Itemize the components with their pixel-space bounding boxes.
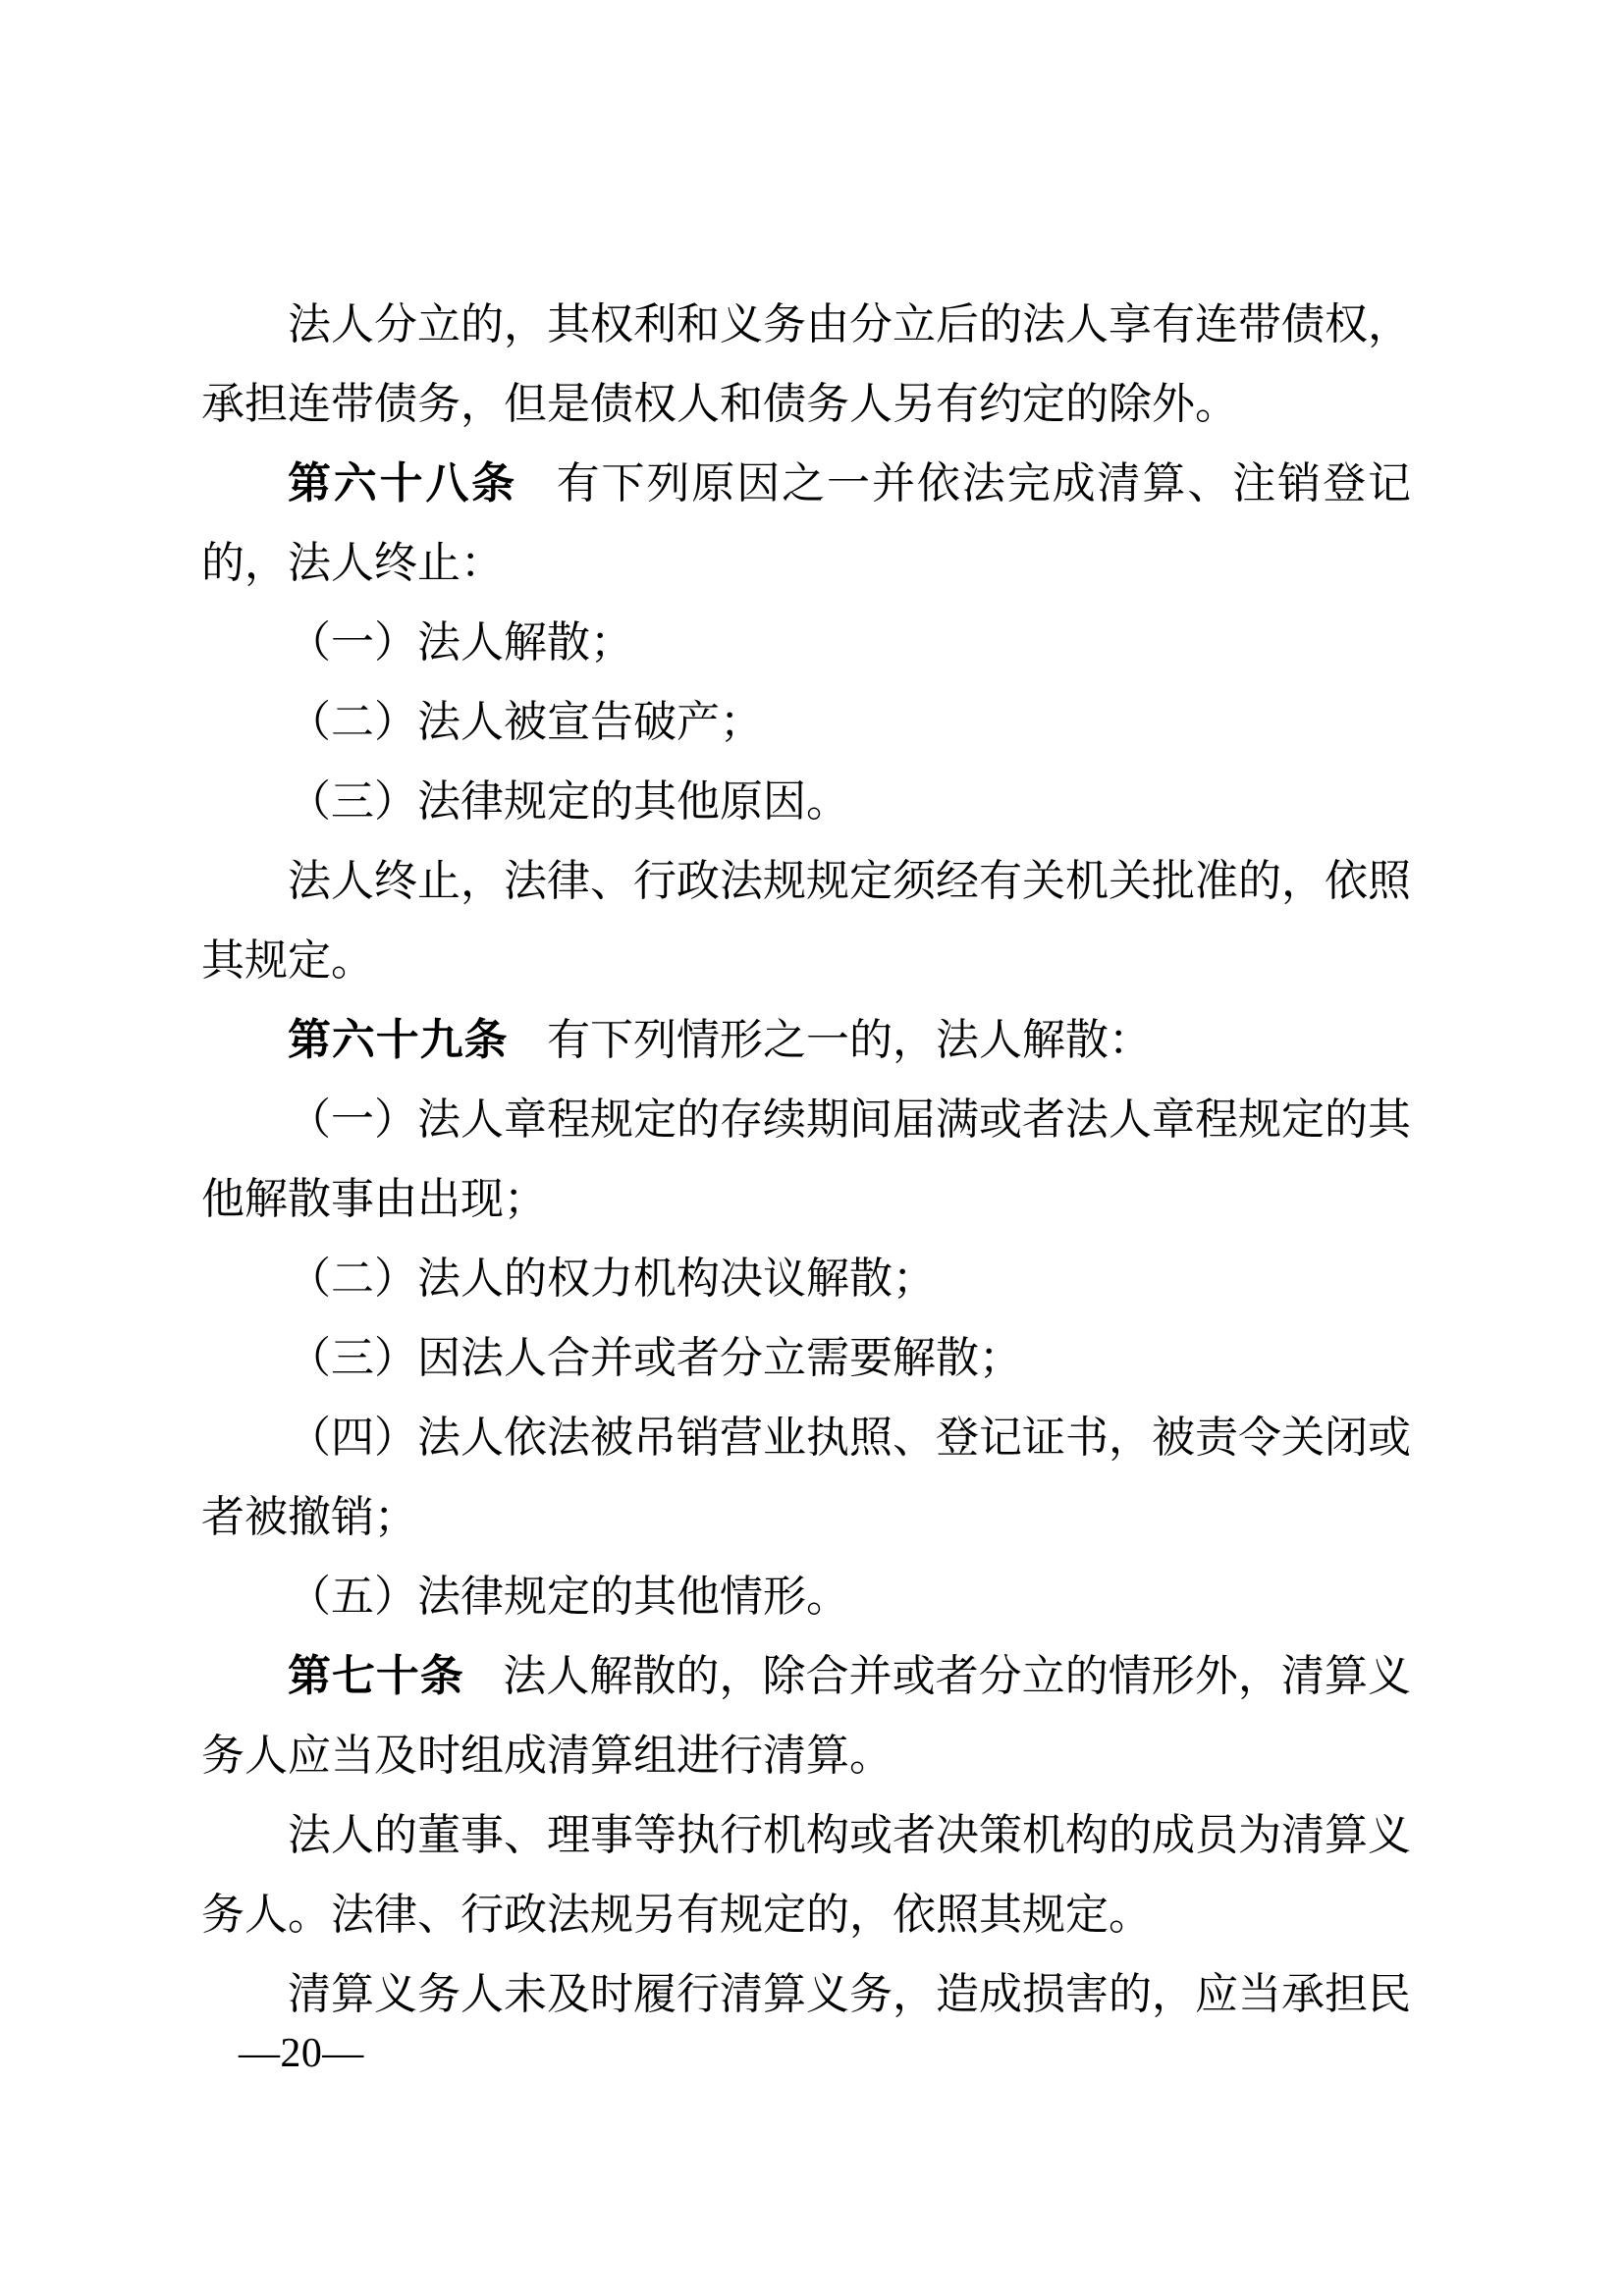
text-block: [201, 285, 1411, 2034]
paragraph: [201, 841, 1411, 1000]
paragraph-text: 有下列情形之一的，法人解散：: [547, 1016, 1152, 1064]
paragraph-text: （二）法人被宣告破产；: [288, 698, 763, 746]
paragraph-text: 清算义务人未及时履行清算义务，造成损害的，应当承担民: [288, 1970, 1411, 2018]
paragraph: [201, 682, 1411, 762]
paragraph-text: 法人解散的，除合并或者分立的情形外，清算义务人应当及时组成清算组进行清算。: [201, 1652, 1411, 1780]
paragraph-text: （五）法律规定的其他情形。: [288, 1573, 849, 1621]
paragraph: [201, 1795, 1411, 1954]
paragraph: [201, 285, 1411, 444]
paragraph: [201, 1636, 1411, 1795]
page-number: —20—: [239, 2031, 364, 2076]
article-number: 第七十条: [288, 1652, 464, 1700]
paragraph-text: （一）法人章程规定的存续期间届满或者法人章程规定的其他解散事由出现；: [201, 1095, 1411, 1223]
paragraph-text: 法人分立的，其权利和义务由分立后的法人享有连带债权，承担连带债务，但是债权人和债务人另有约定的除外。: [201, 300, 1411, 428]
paragraph-text: 法人终止，法律、行政法规规定须经有关机关批准的，依照其规定。: [201, 857, 1411, 985]
paragraph: [201, 1398, 1411, 1557]
paragraph: [201, 1318, 1411, 1398]
paragraph-text: 法人的董事、理事等执行机构或者决策机构的成员为清算义务人。法律、行政法规另有规定的，依照其规定。: [201, 1811, 1411, 1939]
article-number: 第六十八条: [288, 459, 517, 507]
paragraph: [201, 603, 1411, 682]
paragraph: [201, 1557, 1411, 1636]
paragraph-text: （三）因法人合并或者分立需要解散；: [288, 1334, 1022, 1382]
paragraph-text: （二）法人的权力机构决议解散；: [288, 1255, 936, 1303]
article-number: 第六十九条: [288, 1016, 509, 1064]
paragraph: [201, 1954, 1411, 2034]
paragraph-text: 有下列原因之一并依法完成清算、注销登记的，法人终止：: [201, 459, 1411, 587]
paragraph: [201, 444, 1411, 603]
paragraph-text: （三）法律规定的其他原因。: [288, 777, 849, 826]
paragraph-text: （一）法人解散；: [288, 618, 633, 667]
paragraph: [201, 1000, 1411, 1080]
paragraph-text: （四）法人依法被吊销营业执照、登记证书，被责令关闭或者被撤销；: [201, 1414, 1411, 1541]
paragraph: [201, 1080, 1411, 1239]
paragraph: [201, 762, 1411, 841]
paragraph: [201, 1239, 1411, 1318]
